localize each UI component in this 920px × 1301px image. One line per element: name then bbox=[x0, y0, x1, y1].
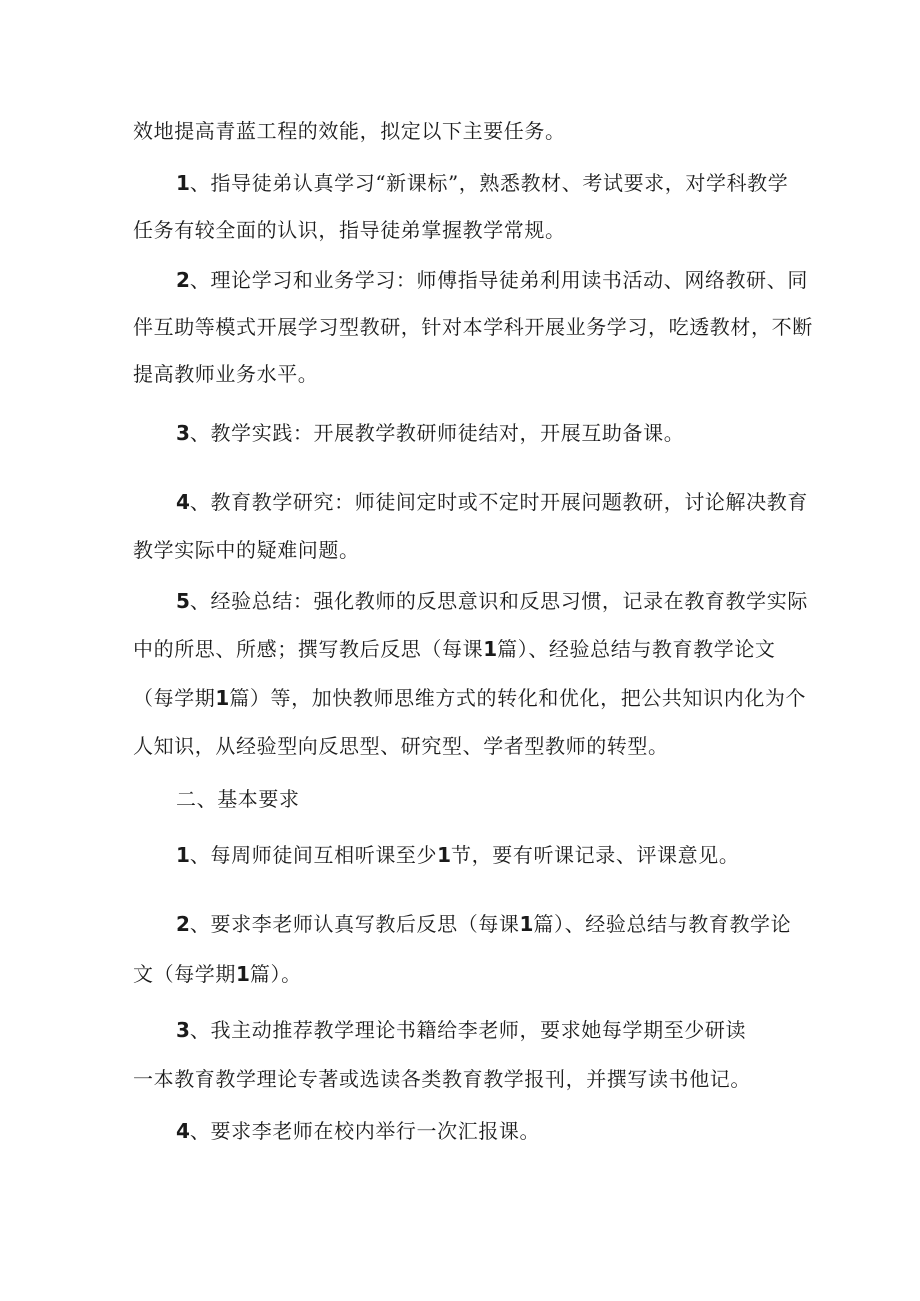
list-text: 、理论学习和业务学习：师傅指导徒弟利用读书活动、网络教研、同 bbox=[189, 268, 808, 292]
inline-number: 1 bbox=[236, 962, 250, 986]
inline-number: 1 bbox=[519, 912, 534, 936]
task-2-line-2: 伴互助等模式开展学习型教研，针对本学科开展业务学习，吃透教材，不断 bbox=[133, 315, 813, 339]
list-number: 2 bbox=[176, 268, 190, 292]
inline-number: 1 bbox=[437, 843, 452, 867]
list-text: 、我主动推荐教学理论书籍给李老师，要求她每学期至少研读 bbox=[189, 1018, 747, 1042]
list-text: （每学期 bbox=[133, 686, 216, 710]
list-text: 、指导徒弟认真学习“新课标”，熟悉教材、考试要求，对学科教学 bbox=[189, 171, 789, 195]
task-5-line-2 bbox=[133, 635, 793, 663]
requirement-2-line-2 bbox=[133, 960, 793, 988]
section-heading: 二、基本要求 bbox=[176, 787, 300, 811]
task-2-line-3: 提高教师业务水平。 bbox=[133, 362, 319, 386]
paragraph-line: 效地提高青蓝工程的效能，拟定以下主要任务。 bbox=[133, 119, 566, 143]
task-1-line-2: 任务有较全面的认识，指导徒弟掌握教学常规。 bbox=[133, 218, 566, 242]
list-text: 篇）、经验总结与教育教学论文 bbox=[497, 637, 776, 661]
list-number: 3 bbox=[176, 1018, 190, 1042]
task-5-line-4: 人知识，从经验型向反思型、研究型、学者型教师的转型。 bbox=[133, 734, 669, 758]
list-text: 、要求李老师在校内举行一次汇报课。 bbox=[189, 1119, 541, 1143]
list-text: 、教育教学研究：师徒间定时或不定时开展问题教研，讨论解决教育 bbox=[189, 490, 808, 514]
task-4-line-2: 教学实际中的疑难问题。 bbox=[133, 538, 360, 562]
list-number: 1 bbox=[176, 843, 190, 867]
list-text: 、教学实践：开展教学教研师徒结对，开展互助备课。 bbox=[189, 421, 685, 445]
requirement-3-line-2: 一本教育教学理论专著或选读各类教育教学报刊，并撰写读书他记。 bbox=[133, 1067, 751, 1091]
list-text: 、要求李老师认真写教后反思（每课 bbox=[189, 912, 520, 936]
task-4-line-1 bbox=[176, 488, 808, 516]
list-text: 节，要有听课记录、评课意见。 bbox=[451, 843, 740, 867]
list-number: 4 bbox=[176, 490, 190, 514]
requirement-2-line-1 bbox=[176, 910, 796, 938]
requirement-1-line-1 bbox=[176, 841, 796, 869]
list-number: 5 bbox=[176, 589, 190, 613]
list-text: 篇）等，加快教师思维方式的转化和优化，把公共知识内化为个 bbox=[229, 686, 807, 710]
list-text: 、每周师徒间互相听课至少 bbox=[189, 843, 438, 867]
list-text: 中的所思、所感；撰写教后反思（每课 bbox=[133, 637, 484, 661]
task-2-line-1 bbox=[176, 266, 808, 294]
task-5-line-3 bbox=[133, 684, 807, 712]
list-number: 1 bbox=[176, 171, 190, 195]
inline-number: 1 bbox=[215, 686, 230, 710]
requirement-4-line-1 bbox=[176, 1117, 796, 1145]
list-number: 3 bbox=[176, 421, 190, 445]
task-5-line-1 bbox=[176, 587, 808, 615]
requirement-3-line-1 bbox=[176, 1016, 796, 1044]
task-3-line-1 bbox=[176, 419, 796, 447]
task-1-line-1 bbox=[176, 169, 796, 197]
list-text: 、经验总结：强化教师的反思意识和反思习惯，记录在教育教学实际 bbox=[189, 589, 808, 613]
list-text: 篇）、经验总结与教育教学论 bbox=[533, 912, 792, 936]
list-text: 篇）。 bbox=[249, 962, 302, 986]
list-number: 2 bbox=[176, 912, 190, 936]
inline-number: 1 bbox=[483, 637, 498, 661]
list-text: 文（每学期 bbox=[133, 962, 236, 986]
list-number: 4 bbox=[176, 1119, 190, 1143]
